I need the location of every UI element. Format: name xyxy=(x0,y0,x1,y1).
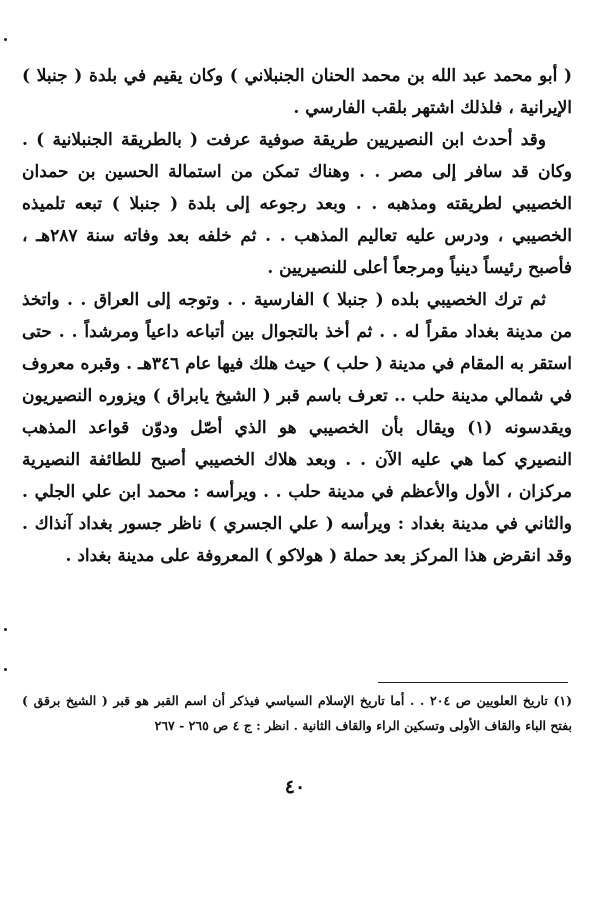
paragraph: وقد أحدث ابن النصيريين طريقة صوفية عرفت ( بالطريقة الجنبلانية ) . وكان قد سافر إلى مصر . . وهناك تمكن من استمالة الحسين بن حمدان الخصيبي لطريقته ومذهبه . . وبعد رجوعه إلى بلدة ( جنبلا ) تبعه تلميذه الخصيبي ، ودرس عليه تعاليم المذهب . . ثم خلفه بعد وفاته سنة ٢٨٧هـ ، فأصبح رئيساً دينياً ومرجعاً أعلى للنصيريين . xyxy=(22,130,572,278)
body-text xyxy=(22,60,572,572)
footnote-divider xyxy=(378,682,568,683)
page-number: ٤٠ xyxy=(284,776,306,798)
scan-speck xyxy=(4,628,7,631)
paragraph: ثم ترك الخصيبي بلده ( جنبلا ) الفارسية . . وتوجه إلى العراق . . واتخذ من مدينة بغداد مقراً له . . ثم أخذ بالتجوال بين أتباعه داعياً ومرشداً . . حتى استقر به المقام في مدينة ( حلب ) حيث هلك فيها عام ٣٤٦هـ . وقبره معروف في شمالي مدينة حلب .. تعرف باسم قبر ( الشيخ يابراق ) ويزوره النصيريون ويقدسونه (١) ويقال بأن الخصيبي هو الذي أصّل ودوّن قواعد المذهب النصيري كما هي عليه الآن . . وبعد هلاك الخصيبي أصبح للطائفة النصيرية مركزان ، الأول والأعظم في مدينة حلب . . ويرأسه : محمد ابن علي الجلي . والثاني في مدينة بغداد : ويرأسه ( علي الجسري ) ناظر جسور بغداد آنذاك . وقد انقرض هذا المركز بعد حملة ( هولاكو ) المعروفة على مدينة بغداد . xyxy=(22,290,572,566)
footnote: (١) تاريخ العلويين ص ٢٠٤ . . أما تاريخ الإسلام السياسي فيذكر أن اسم القبر هو قبر ( الشيخ برقق ) بفتح الباء والقاف الأولى وتسكين الراء والقاف الثانية . انظر : ج ٤ ص ٢٦٥ - ٢٦٧ xyxy=(22,693,572,733)
footnotes xyxy=(22,688,572,738)
paragraph: ( أبو محمد عبد الله بن محمد الحنان الجنبلاني ) وكان يقيم في بلدة ( جنبلا ) الإيرانية ، فلذلك اشتهر بلقب الفارسي . xyxy=(22,66,572,118)
scan-speck xyxy=(4,38,7,41)
scan-speck xyxy=(4,668,7,671)
